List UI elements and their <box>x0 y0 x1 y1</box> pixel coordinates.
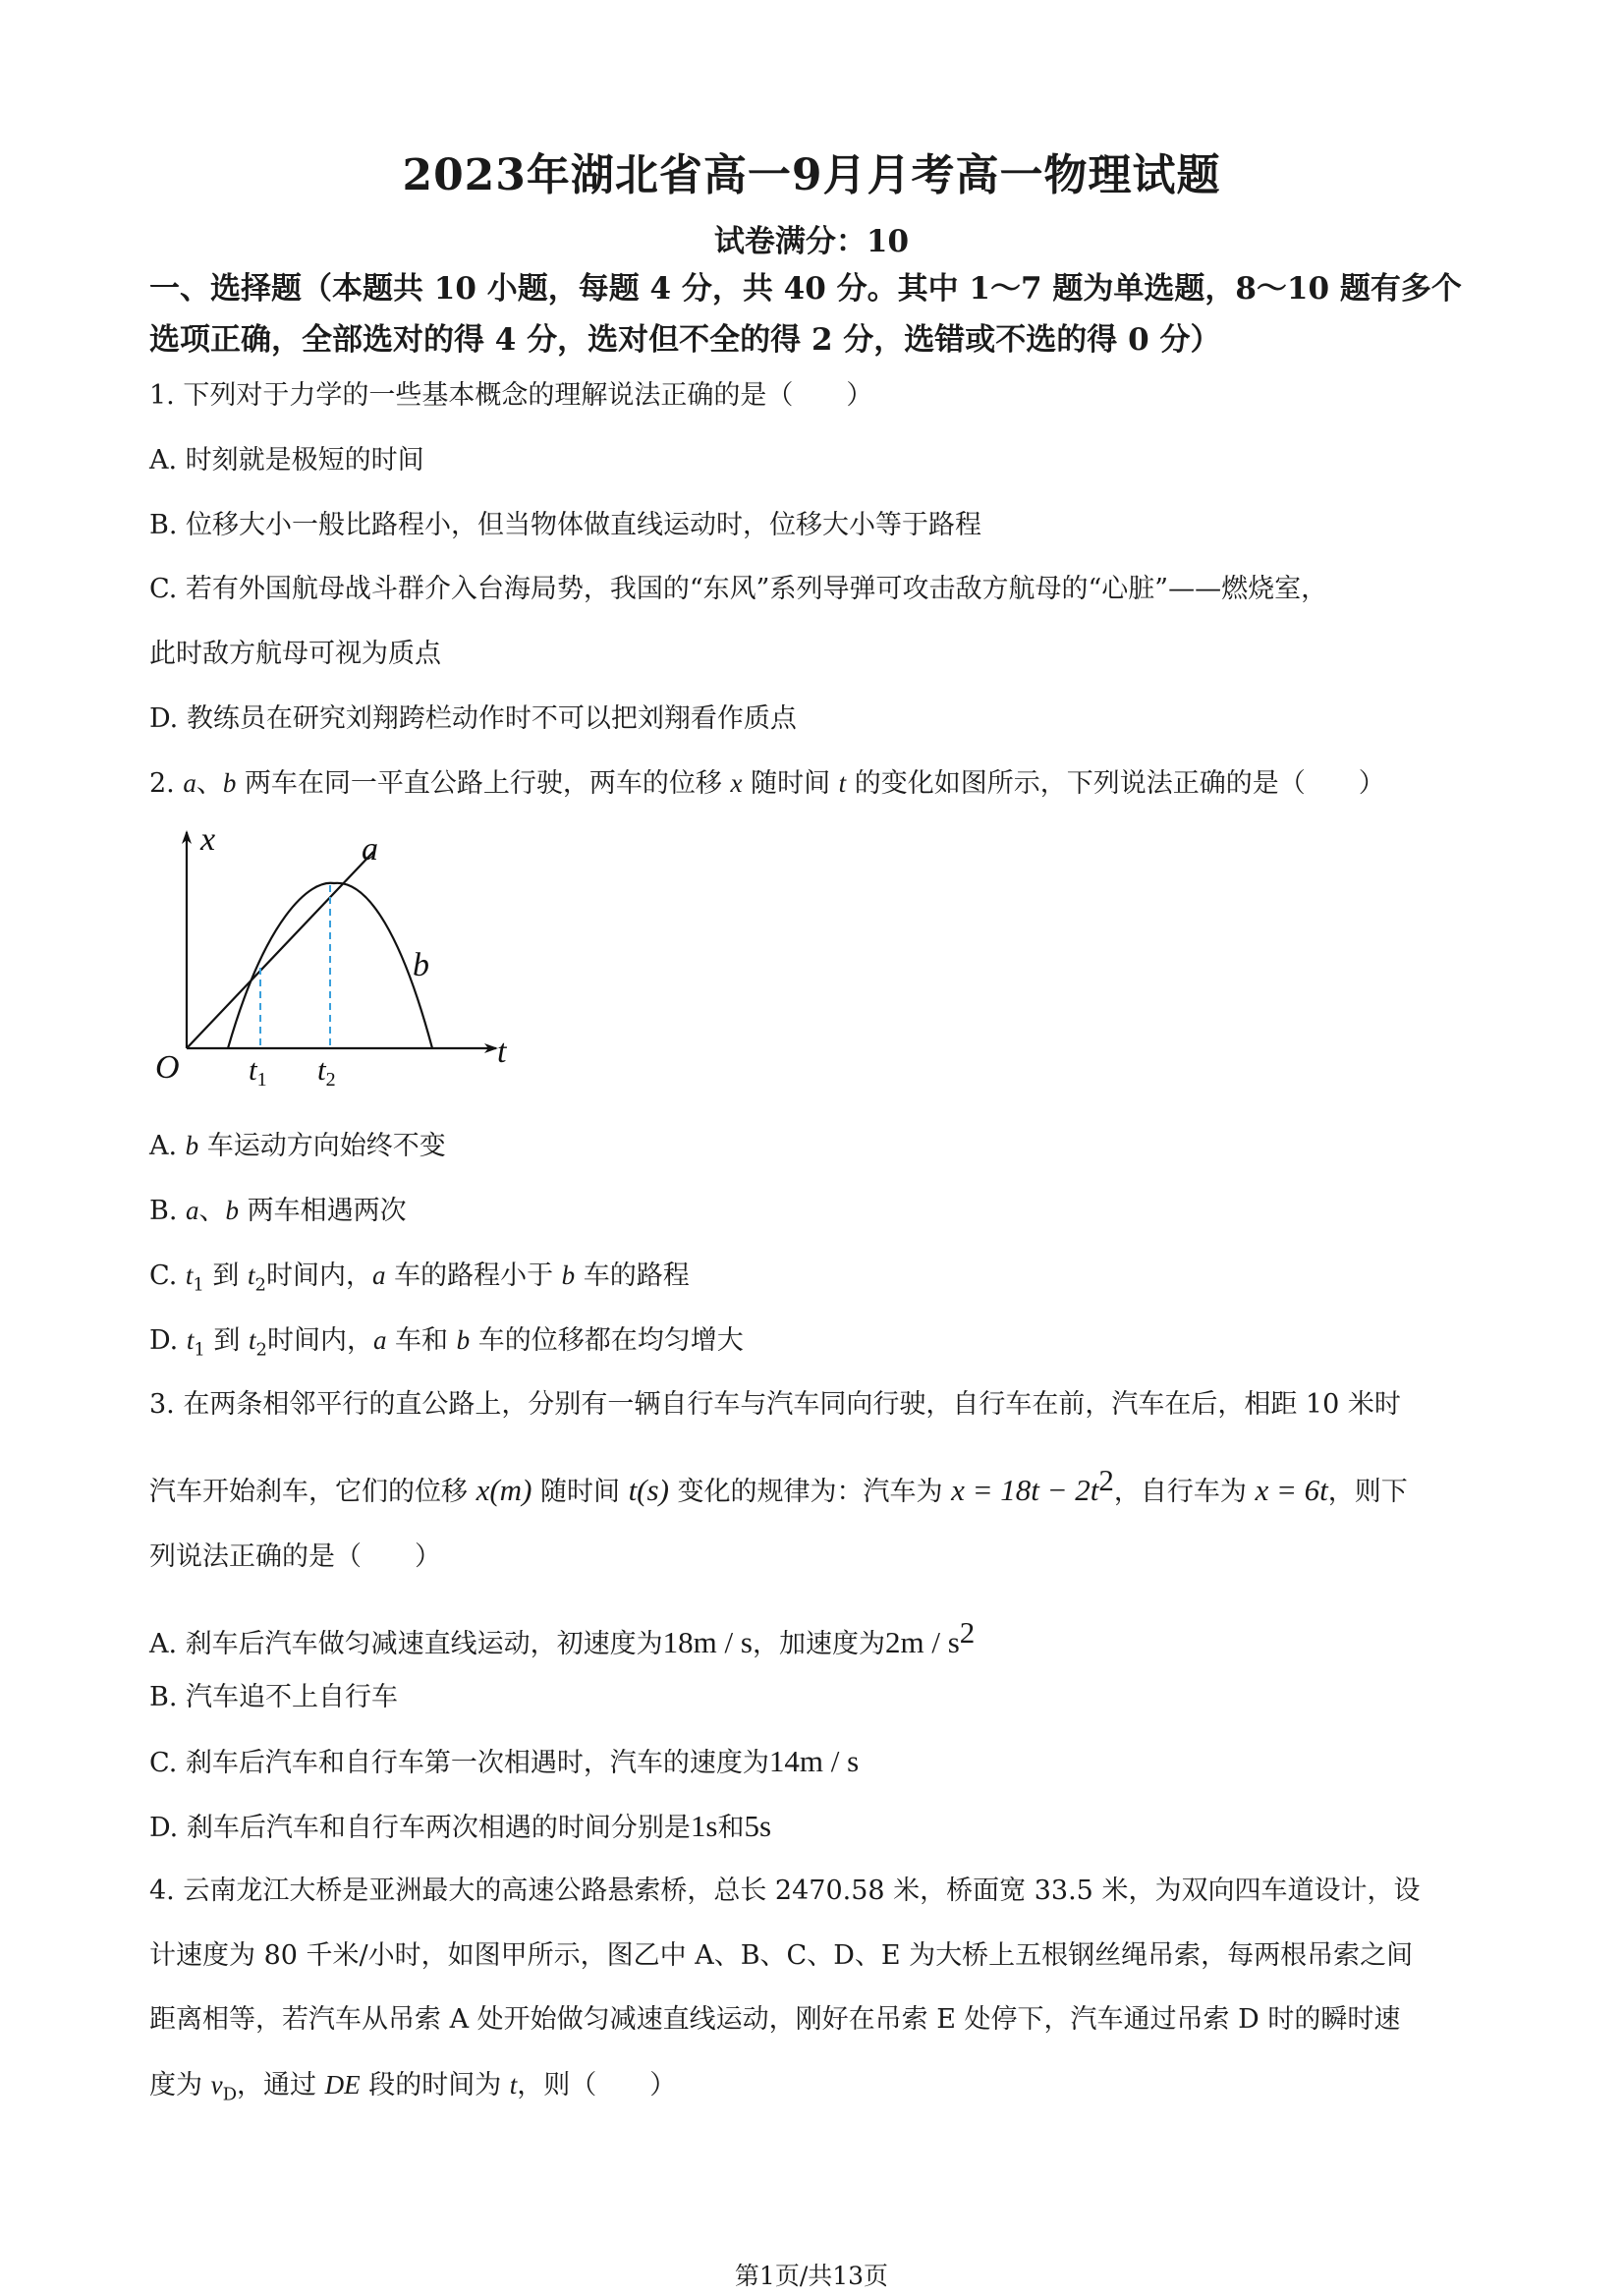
option-text: ，加速度为 <box>752 1629 885 1659</box>
stem-text: 度为 <box>149 2070 211 2100</box>
stem-text: 两车在同一平直公路上行驶，两车的位移 <box>236 768 731 799</box>
stem-text: 随时间 <box>532 1477 629 1507</box>
q3-stem-line3: 列说法正确的是（ ） <box>149 1541 441 1572</box>
subscript: 2 <box>255 1339 267 1361</box>
var-t: t <box>248 1260 255 1290</box>
superscript: 2 <box>959 1615 976 1650</box>
option-text: A. 刹车后汽车做匀减速直线运动，初速度为 <box>149 1629 663 1659</box>
stem-text: ，则（ ） <box>517 2070 677 2100</box>
section-line-2: 选项正确，全部选对的得 4 分，选对但不全的得 2 分，选错或不选的得 0 分） <box>149 322 1221 358</box>
q3-option-b: B. 汽车追不上自行车 <box>149 1682 399 1712</box>
var-b: b <box>225 1196 240 1225</box>
formula-bike: x = 6t <box>1255 1473 1328 1507</box>
q2-option-a <box>149 1126 1495 1166</box>
page-footer: 第1页/共13页 <box>734 2262 889 2290</box>
option-text: 车的路程小于 <box>385 1260 562 1291</box>
q3-stem-line1: 3. 在两条相邻平行的直公路上，分别有一辆自行车与汽车同向行驶，自行车在前，汽车在后，相距 10 米时 <box>149 1389 1401 1420</box>
q3-option-a <box>149 1613 1495 1664</box>
q2-number: 2. <box>149 768 184 799</box>
stem-text: ，通过 <box>237 2070 325 2100</box>
var-b: b <box>561 1260 576 1290</box>
superscript: 2 <box>1098 1463 1114 1497</box>
q4-stem-line1: 4. 云南龙江大桥是亚洲最大的高速公路悬索桥，总长 2470.58 米，桥面宽 33.5 米，为双向四车道设计，设 <box>149 1876 1421 1906</box>
option-text: 车的路程 <box>575 1260 690 1291</box>
option-text: 车和 <box>386 1325 457 1356</box>
y-axis-label: x <box>200 821 216 858</box>
line-a-label: a <box>362 831 378 868</box>
q2-option-d <box>149 1320 1495 1370</box>
stem-text: 的变化如图所示，下列说法正确的是（ ） <box>846 768 1385 799</box>
var-b: b <box>456 1325 471 1355</box>
q2-option-c <box>149 1256 1495 1305</box>
subscript: 1 <box>194 1339 205 1361</box>
formula-x-m: x(m) <box>476 1473 532 1507</box>
stem-text: 汽车开始刹车，它们的位移 <box>149 1477 476 1507</box>
q4-stem-line2: 计速度为 80 千米/小时，如图甲所示，图乙中 A、B、C、D、E 为大桥上五根钢丝绳吊索，每两根吊索之间 <box>149 1940 1414 1971</box>
q1-option-c-line2: 此时敌方航母可视为质点 <box>149 639 441 669</box>
origin-label: O <box>155 1049 180 1086</box>
option-prefix: A. <box>149 1131 186 1161</box>
var-a: a <box>186 1196 199 1225</box>
initial-velocity: 18m / s <box>662 1625 753 1659</box>
option-prefix: D. <box>149 1325 187 1356</box>
stem-text: 随时间 <box>742 768 839 799</box>
curve-b <box>228 883 432 1048</box>
page-title: 2023年湖北省高一9月月考高一物理试题 <box>402 150 1221 200</box>
option-text: 时间内， <box>266 1325 373 1356</box>
q1-option-a: A. 时刻就是极短的时间 <box>149 445 424 476</box>
t2-tick-label: t2 <box>317 1052 336 1091</box>
option-text: 和 <box>717 1813 745 1843</box>
separator: 、 <box>198 1196 226 1226</box>
q1-option-c-line1: C. 若有外国航母战斗群介入台海局势，我国的“东风”系列导弹可攻击敌方航母的“心脏”——燃烧室， <box>149 574 1328 604</box>
full-score: 试卷满分：10 <box>713 224 910 259</box>
velocity: 14m / s <box>768 1744 860 1778</box>
q3-option-c <box>149 1742 1495 1783</box>
q1-option-d: D. 教练员在研究刘翔跨栏动作时不可以把刘翔看作质点 <box>149 703 797 734</box>
q2-stem <box>149 763 1495 804</box>
option-text: 车运动方向始终不变 <box>198 1131 446 1161</box>
formula-t-s: t(s) <box>628 1473 669 1507</box>
curve-b-label: b <box>413 947 429 983</box>
section-instructions <box>149 263 1495 365</box>
q2-option-b <box>149 1191 1495 1231</box>
q3-option-d <box>149 1807 1495 1848</box>
option-text: D. 刹车后汽车和自行车两次相遇的时间分别是 <box>149 1813 691 1843</box>
stem-text: 段的时间为 <box>360 2070 510 2100</box>
var-t: t <box>249 1325 256 1355</box>
option-text: 到 <box>204 1325 249 1356</box>
var-t: t <box>509 2070 518 2100</box>
var-b: b <box>222 768 237 798</box>
t1-tick-label: t1 <box>249 1052 267 1091</box>
var-a: a <box>183 768 196 798</box>
option-text: 车的位移都在均匀增大 <box>470 1325 744 1356</box>
var-t: t <box>185 1260 194 1290</box>
var-a: a <box>372 1325 387 1355</box>
x-axis-label: t <box>497 1034 507 1070</box>
q3-stem-line2 <box>149 1461 1495 1512</box>
subscript: 2 <box>254 1274 266 1296</box>
option-prefix: C. <box>149 1260 186 1291</box>
var-x: x <box>730 768 743 798</box>
subscript: 1 <box>193 1274 204 1296</box>
position-time-graph <box>147 820 521 1105</box>
var-v: v <box>210 2070 223 2100</box>
option-text: 两车相遇两次 <box>239 1196 407 1226</box>
option-text: C. 刹车后汽车和自行车第一次相遇时，汽车的速度为 <box>149 1748 769 1778</box>
separator: 、 <box>196 768 223 799</box>
q1-option-b: B. 位移大小一般比路程小，但当物体做直线运动时，位移大小等于路程 <box>149 510 982 540</box>
q4-stem-line4 <box>149 2065 1495 2114</box>
option-prefix: B. <box>149 1196 187 1226</box>
line-a <box>187 852 373 1048</box>
var-t: t <box>838 768 847 798</box>
subscript: D <box>222 2084 238 2105</box>
option-text: 到 <box>203 1260 249 1291</box>
var-de: DE <box>324 2070 361 2100</box>
acceleration: 2m / s <box>884 1625 960 1659</box>
stem-text: ，自行车为 <box>1113 1477 1256 1507</box>
var-a: a <box>371 1260 386 1290</box>
q1-stem: 1. 下列对于力学的一些基本概念的理解说法正确的是（ ） <box>149 380 873 411</box>
var-t: t <box>186 1325 195 1355</box>
stem-text: 变化的规律为：汽车为 <box>668 1477 952 1507</box>
formula-car: x = 18t − 2t <box>951 1473 1099 1507</box>
time-1: 1s <box>690 1809 718 1843</box>
time-2: 5s <box>744 1809 772 1843</box>
var-b: b <box>185 1131 199 1160</box>
q4-stem-line3: 距离相等，若汽车从吊索 A 处开始做匀减速直线运动，刚好在吊索 E 处停下，汽车通过吊索 D 时的瞬时速 <box>149 2004 1401 2035</box>
option-text: 时间内， <box>265 1260 372 1291</box>
section-line-1: 一、选择题（本题共 10 小题，每题 4 分，共 40 分。其中 1～7 题为单选题，8～10 题有多个 <box>149 271 1462 307</box>
stem-text: ，则下 <box>1327 1477 1408 1507</box>
